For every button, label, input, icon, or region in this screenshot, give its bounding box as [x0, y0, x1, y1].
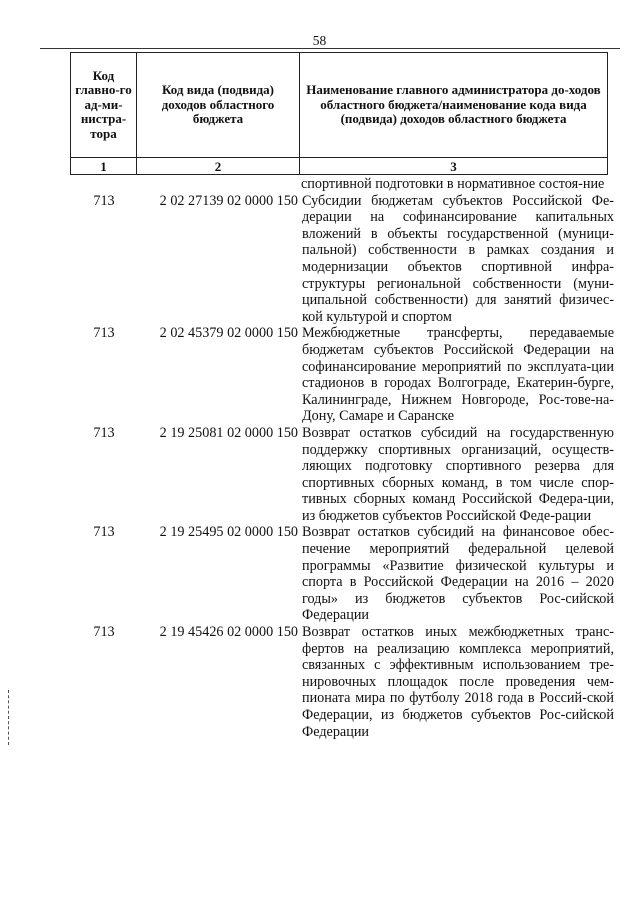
header-admin-code: Код главно-го ад-ми-нистра-тора	[71, 53, 137, 158]
header-name: Наименование главного администратора до-ходов областного бюджета/наименование кода вида (подвида) доходов областного бюджета	[300, 53, 608, 158]
income-name: Межбюджетные трансферты, передаваемые бюджетам субъектов Российской Федерации на софинансирование мероприятий по эксплуата-ции стадионов в городах Волгограде, Екатерин-бурге, Калининграде, Нижнем Новгороде, Рос-тове-на-Дону, Самаре и Саранске	[302, 325, 614, 425]
table-header	[70, 52, 608, 175]
admin-code: 713	[93, 325, 115, 342]
table-row	[70, 425, 615, 525]
header-col-number-2: 2	[137, 158, 300, 175]
header-col-number-3: 3	[300, 158, 608, 175]
page-number: 58	[312, 33, 327, 48]
table-row	[70, 624, 615, 740]
income-code: 2 19 25081 02 0000 150	[159, 424, 298, 441]
table-body	[70, 176, 615, 740]
admin-code: 713	[93, 624, 115, 641]
income-name: Возврат остатков субсидий на государственную поддержку спортивных организаций, осуществ-ляющих подготовку спортивного резерва для спортивных сборных команд, в том числе спор-тивных сборных команд Российской Федера-ции, из бюджетов субъектов Российской Феде-рации	[302, 424, 614, 524]
table-row	[70, 193, 615, 326]
income-code: 2 19 45426 02 0000 150	[159, 624, 298, 641]
header-col-number-1: 1	[71, 158, 137, 175]
income-code: 2 02 45379 02 0000 150	[159, 325, 298, 342]
income-name: Возврат остатков иных межбюджетных транс-фертов на реализацию комплекса мероприятий, связанных с эффективным использованием тре-нировочных площадок после проведения чем-пионата мира по футболу 2018 года в Россий-ской Федерации, из бюджетов субъектов Рос-сийской Федерации	[302, 624, 614, 740]
admin-code: 713	[93, 424, 115, 441]
admin-code: 713	[93, 192, 115, 209]
income-name: Субсидии бюджетам субъектов Российской Фе-дерации на софинансирование капитальных вложений в объекты государственной (муници-пальной) собственности в рамках создания и модернизации объектов спортивной инфра-структуры региональной собственности (муни-ципальной собственности) для занятий физичес-кой культурой и спортом	[302, 192, 614, 325]
continued-text: спортивной подготовки в нормативное состоя-ние	[301, 176, 605, 192]
income-code: 2 02 27139 02 0000 150	[159, 192, 298, 209]
table-row	[70, 325, 615, 425]
page-top-rule	[40, 48, 620, 49]
header-income-code: Код вида (подвида) доходов областного бюджета	[137, 53, 300, 158]
income-name: Возврат остатков субсидий на финансовое обес-печение мероприятий федеральной целевой программы «Развитие физической культуры и спорта в Российской Федерации на 2016 – 2020 годы» из бюджетов субъектов Рос-сийской Федерации	[302, 524, 614, 624]
scan-margin-mark	[8, 690, 9, 745]
admin-code: 713	[93, 524, 115, 541]
income-code: 2 19 25495 02 0000 150	[159, 524, 298, 541]
table-row	[70, 524, 615, 624]
